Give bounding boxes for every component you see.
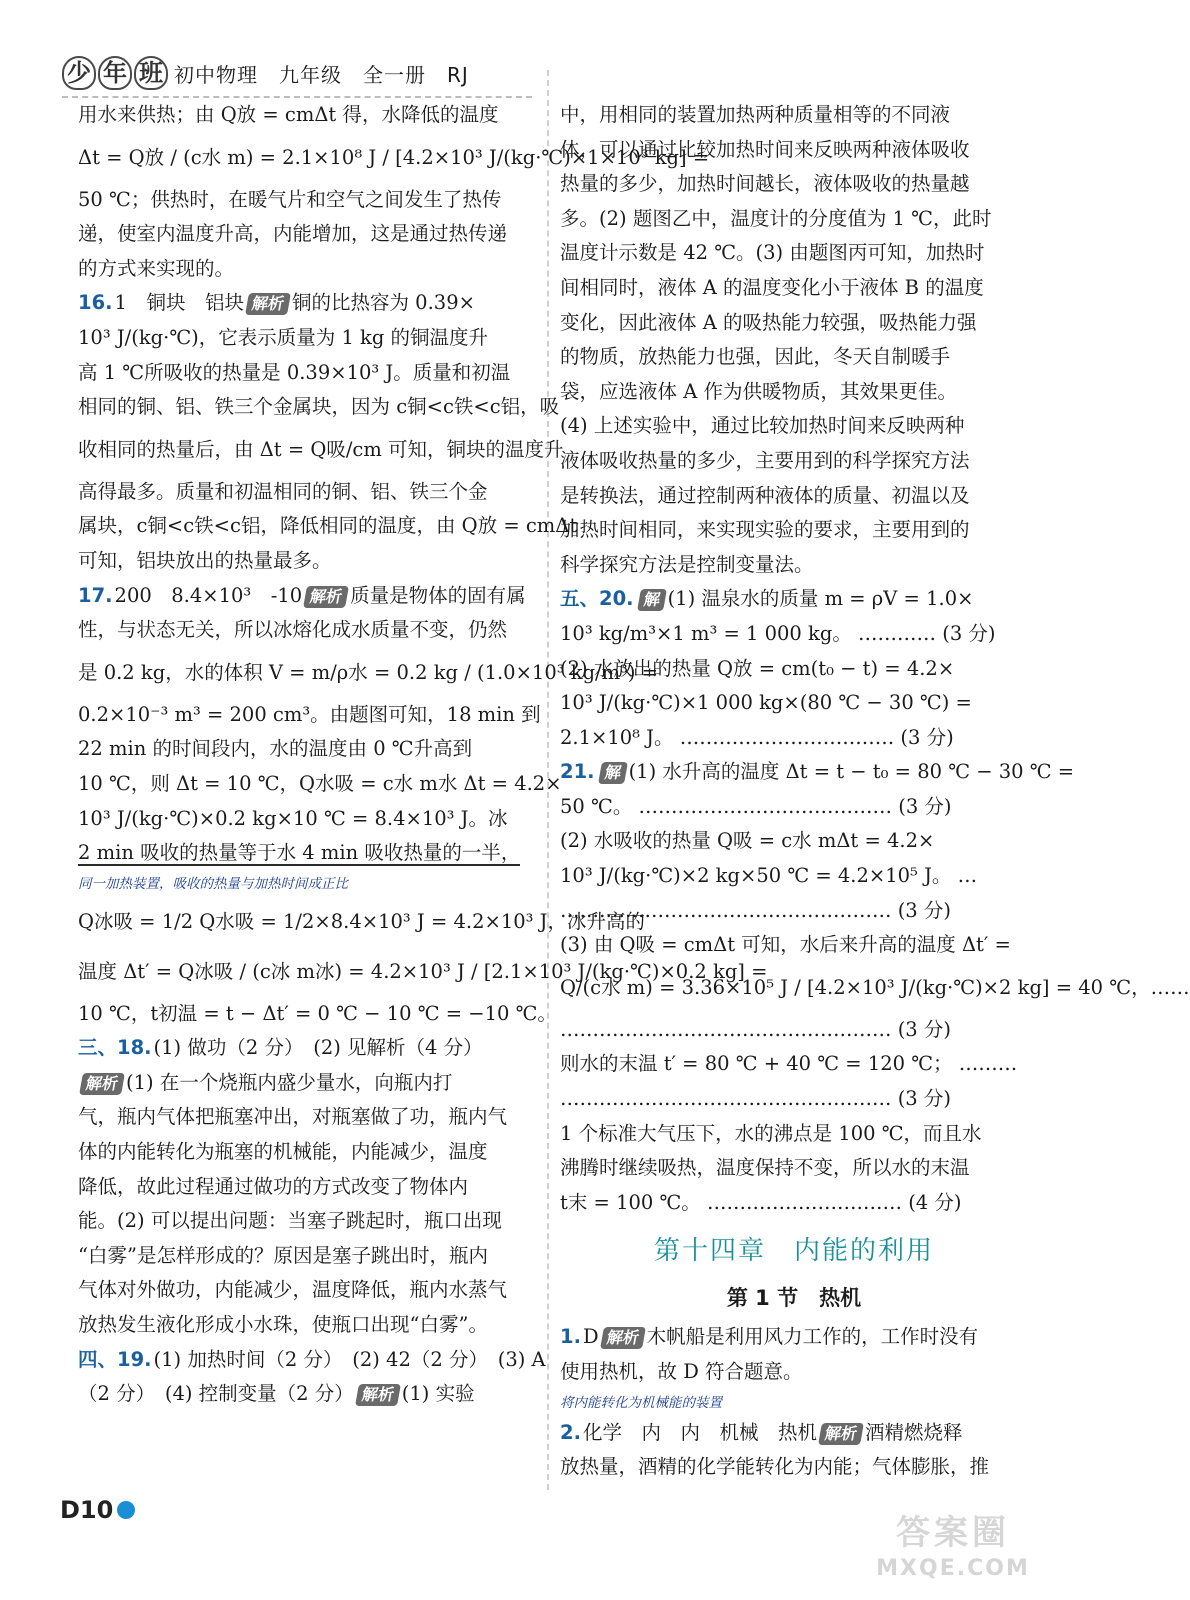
answer-line <box>78 1377 534 1412</box>
right-column <box>560 98 1190 1485</box>
line-text: 递，使室内温度升高，内能增加，这是通过热传递 <box>78 222 508 246</box>
line-text: 2.1×10⁸ J。 …………………………… (3 分) <box>560 725 954 749</box>
line-text: 0.2×10⁻³ m³ = 200 cm³。由题图可知，18 min 到 <box>78 702 541 726</box>
answer-line <box>78 947 768 997</box>
line-text: 1 铜块 铝块 <box>114 291 244 315</box>
line-text: 化学 内 内 机械 热机 <box>582 1420 817 1444</box>
question-line <box>78 579 534 614</box>
watermark-url: MXQE.COM <box>876 1556 1030 1581</box>
answer-line <box>78 1239 534 1274</box>
question-number: 16. <box>78 291 113 315</box>
line-text: 放热量，酒精的化学能转化为内能；气体膨胀，推 <box>560 1455 990 1479</box>
line-text: 铜的比热容为 0.39× <box>291 291 475 315</box>
watermark-logo-text: 答案圈 <box>896 1513 1010 1553</box>
answer-line <box>78 217 534 252</box>
line-text: 是转换法，通过控制两种液体的质量、初温以及 <box>560 483 970 507</box>
handwritten-note: 将内能转化为机械能的装置 <box>560 1394 722 1411</box>
answer-line <box>560 721 1028 756</box>
question-line <box>560 1320 1028 1355</box>
answer-line <box>560 790 1028 825</box>
line-text: 温度 Δt′ = Q冰吸 / (c冰 m冰) = 4.2×10³ J / [2.1×10³ J/(kg·℃)×0.2 kg] = <box>78 959 768 983</box>
question-line <box>560 582 1028 617</box>
answer-line <box>560 1047 1028 1082</box>
answer-line <box>560 1013 1028 1048</box>
question-number: 17. <box>78 583 113 607</box>
line-text: 的方式来实现的。 <box>78 256 235 280</box>
line-text: 酒精燃烧释 <box>865 1420 963 1444</box>
question-line <box>560 1416 1028 1451</box>
line-text: “白雾”是怎样形成的？原因是塞子跳出时，瓶内 <box>78 1243 488 1267</box>
analysis-tag: 解析 <box>600 1327 646 1349</box>
line-text: 间相同时，液体 A 的温度变化小于液体 B 的温度 <box>560 275 984 299</box>
line-text: 科学探究方法是控制变量法。 <box>560 552 814 576</box>
answer-line <box>560 894 1028 929</box>
line-text: 相同的铜、铝、铁三个金属块，因为 c铜<c铁<c铝，吸 <box>78 395 560 419</box>
question-line <box>560 755 1075 790</box>
brand-char: 班 <box>134 56 168 90</box>
answer-line <box>78 698 541 733</box>
line-text: Q冰吸 = 1/2 Q水吸 = 1/2×8.4×10³ J = 4.2×10³ J，冰升高的 <box>78 909 645 933</box>
page-header <box>62 50 469 96</box>
line-text: 袋，应选液体 A 作为供暖物质，其效果更佳。 <box>560 379 957 403</box>
line-text: 10³ J/(kg·℃)，它表示质量为 1 kg 的铜温度升 <box>78 325 489 349</box>
answer-line <box>78 1170 534 1205</box>
question-line <box>78 1343 546 1378</box>
line-text: Q/(c水 m) = 3.36×10⁵ J / [4.2×10³ J/(kg·℃)×2 kg] = 40 ℃，…… <box>560 975 1190 999</box>
line-text: 200 8.4×10³ -10 <box>114 583 303 607</box>
line-text: 是 0.2 kg，水的体积 V = m/ρ水 = 0.2 kg / (1.0×10³ kg/m³) = <box>78 660 659 684</box>
brand-logo <box>62 56 170 90</box>
answer-line <box>78 836 534 871</box>
line-text: 可知，铝块放出的热量最多。 <box>78 548 332 572</box>
answer-line <box>560 963 1190 1013</box>
brand-char: 少 <box>62 56 96 90</box>
answer-line <box>78 897 645 947</box>
answer-line <box>78 1273 534 1308</box>
answer-line <box>560 1355 1028 1390</box>
answer-line <box>560 306 1028 341</box>
answer-line <box>78 767 562 802</box>
answer-line <box>560 479 1028 514</box>
line-text: …………………………………………… (3 分) <box>560 898 952 922</box>
question-number: 2. <box>560 1420 581 1444</box>
answer-line <box>78 1308 534 1343</box>
line-text: (1) 做功（2 分） (2) 见解析（4 分） <box>153 1036 483 1060</box>
line-text: 变化，因此液体 A 的吸热能力较强，吸热能力强 <box>560 310 977 334</box>
answer-line <box>560 1186 1028 1221</box>
answer-line <box>560 686 1028 721</box>
line-text: 50 ℃。 ………………………………… (3 分) <box>560 794 952 818</box>
answer-line <box>560 444 1028 479</box>
answer-line <box>78 1100 534 1135</box>
page-dot-icon <box>117 1501 135 1519</box>
line-text: 性，与状态无关，所以冰熔化成水质量不变，仍然 <box>78 618 508 642</box>
answer-line <box>78 475 534 510</box>
question-number: 1. <box>560 1325 581 1349</box>
line-text: 中，用相同的装置加热两种质量相等的不同液 <box>560 103 951 126</box>
line-text: (1) 实验 <box>401 1382 475 1406</box>
line-text: …………………………………………… (3 分) <box>560 1017 952 1041</box>
line-text: 10³ kg/m³×1 m³ = 1 000 kg。 ………… (3 分) <box>560 621 996 645</box>
line-text: (1) 水升高的温度 Δt = t − t₀ = 80 ℃ − 30 ℃ = <box>628 760 1075 784</box>
section-title: 第 1 节 热机 <box>726 1286 862 1311</box>
line-text: 用水来供热；由 Q放 = cmΔt 得，水降低的温度 <box>78 103 499 126</box>
question-line <box>78 1031 534 1066</box>
line-text: 则水的末温 t′ = 80 ℃ + 40 ℃ = 120 ℃； ……… <box>560 1052 1018 1076</box>
brand-char: 年 <box>98 56 132 90</box>
answer-line <box>78 183 534 218</box>
answer-line <box>560 340 1028 375</box>
answer-line <box>560 375 1028 410</box>
line-text: 多。(2) 题图乙中，温度计的分度值为 1 ℃，此时 <box>560 206 992 230</box>
analysis-tag: 解析 <box>818 1423 864 1445</box>
line-text: 木帆船是利用风力工作的，工作时没有 <box>646 1325 979 1349</box>
line-text: …………………………………………… (3 分) <box>560 1087 952 1111</box>
answer-line <box>78 997 557 1032</box>
line-text: 高 1 ℃所吸收的热量是 0.39×10³ J。质量和初温 <box>78 360 511 384</box>
answer-line <box>78 390 560 425</box>
chapter-title: 第十四章 内能的利用 <box>653 1236 934 1267</box>
line-text: (2) 水放出的热量 Q放 = cm(t₀ − t) = 4.2× <box>560 656 955 680</box>
line-text: 温度计示数是 42 ℃。(3) 由题图丙可知，加热时 <box>560 241 985 265</box>
handwritten-note: 同一加热装置，吸收的热量与加热时间成正比 <box>78 875 348 892</box>
line-text: 气体对外做功，内能减少，温度降低，瓶内水蒸气 <box>78 1278 508 1302</box>
answer-line <box>560 548 1028 583</box>
line-text: 10 ℃，t初温 = t − Δt′ = 0 ℃ − 10 ℃ = −10 ℃。 <box>78 1001 557 1025</box>
answer-line <box>78 425 564 475</box>
question-number: 21. <box>560 760 595 784</box>
answer-line <box>560 271 1028 306</box>
line-text: 2 min 吸收的热量等于水 4 min 吸收热量的一半， <box>78 841 521 865</box>
analysis-tag: 解 <box>637 589 667 611</box>
answer-line <box>560 859 1028 894</box>
analysis-tag: 解析 <box>355 1384 401 1406</box>
line-text: (1) 在一个烧瓶内盛少量水，向瓶内打 <box>126 1070 453 1094</box>
answer-line <box>78 321 534 356</box>
answer-line <box>78 1066 534 1101</box>
line-text: D <box>582 1325 599 1349</box>
line-text: (1) 加热时间（2 分） (2) 42（2 分） (3) A <box>153 1347 546 1371</box>
line-text: 10³ J/(kg·℃)×0.2 kg×10 ℃ = 8.4×10³ J。冰 <box>78 806 508 830</box>
line-text: (2) 水吸收的热量 Q吸 = c水 mΔt = 4.2× <box>560 829 935 853</box>
answer-line <box>560 409 1028 444</box>
line-text: 的物质，放热能力也强，因此，冬天自制暖手 <box>560 345 951 369</box>
answer-line <box>78 133 710 183</box>
question-number: 五、20. <box>560 587 634 611</box>
answer-line <box>560 236 1028 271</box>
line-text: 收相同的热量后，由 Δt = Q吸/cm 可知，铜块的温度升 <box>78 437 564 461</box>
answer-line <box>78 613 534 648</box>
answer-line <box>560 133 1028 168</box>
analysis-tag: 解析 <box>245 293 291 315</box>
answer-line <box>78 98 534 133</box>
page-number: D10 <box>60 1496 114 1524</box>
line-text: 使用热机，故 D 符合题意。 <box>560 1360 803 1383</box>
line-text: 放热发生液化形成小水珠，使瓶口出现“白雾”。 <box>78 1313 488 1337</box>
page-footer <box>60 1496 135 1524</box>
line-text: 1 个标准大气压下，水的沸点是 100 ℃，而且水 <box>560 1121 982 1145</box>
line-text: 高得最多。质量和初温相同的铜、铝、铁三个金 <box>78 479 488 503</box>
answer-line <box>78 509 578 544</box>
answer-line <box>78 732 534 767</box>
answer-line <box>78 1135 534 1170</box>
answer-line <box>560 617 1028 652</box>
answer-line <box>78 356 534 391</box>
line-text: 体的内能转化为瓶塞的机械能，内能减少，温度 <box>78 1140 488 1164</box>
watermark <box>858 1510 1048 1590</box>
analysis-tag: 解析 <box>303 586 349 608</box>
line-text: (4) 上述实验中，通过比较加热时间来反映两种 <box>560 414 965 438</box>
line-text: Δt = Q放 / (c水 m) = 2.1×10⁸ J / [4.2×10³ J/(kg·℃)×1×10³ kg] = <box>78 145 710 169</box>
answer-line <box>78 1204 534 1239</box>
book-subject: 初中物理 九年级 全一册 RJ <box>174 62 469 87</box>
line-text: 热量的多少，加热时间越长，液体吸收的热量越 <box>560 172 970 196</box>
answer-line <box>560 928 1028 963</box>
line-text: 体，可以通过比较加热时间来反映两种液体吸收 <box>560 137 970 161</box>
question-number: 三、18. <box>78 1036 152 1060</box>
line-text: 液体吸收热量的多少，主要用到的科学探究方法 <box>560 448 970 472</box>
line-text: t末 = 100 ℃。 ………………………… (4 分) <box>560 1190 962 1214</box>
line-text: 质量是物体的固有属 <box>350 583 526 607</box>
line-text: 属块，c铜<c铁<c铝，降低相同的温度，由 Q放 = cmΔt <box>78 514 578 538</box>
answer-line <box>560 1151 1028 1186</box>
line-text: (3) 由 Q吸 = cmΔt 可知，水后来升高的温度 Δt′ = <box>560 933 1011 957</box>
line-text: 加热时间相同，来实现实验的要求，主要用到的 <box>560 518 970 542</box>
answer-line <box>78 802 534 837</box>
answer-line <box>78 648 659 698</box>
line-text: 气，瓶内气体把瓶塞冲出，对瓶塞做了功，瓶内气 <box>78 1105 508 1129</box>
answer-line <box>560 167 1028 202</box>
line-text: 50 ℃；供热时，在暖气片和空气之间发生了热传 <box>78 187 502 211</box>
line-text: (1) 温泉水的质量 m = ρV = 1.0× <box>667 587 974 611</box>
question-line <box>78 286 534 321</box>
line-text: 能。(2) 可以提出问题：当塞子跳起时，瓶口出现 <box>78 1209 502 1233</box>
analysis-tag: 解 <box>598 762 628 784</box>
line-text: 降低，故此过程通过做功的方式改变了物体内 <box>78 1174 469 1198</box>
line-text: 10³ J/(kg·℃)×1 000 kg×(80 ℃ − 30 ℃) = <box>560 691 972 715</box>
right-answers <box>560 98 1190 1220</box>
right-answers-continued <box>560 1320 1028 1484</box>
answer-line <box>560 1117 1028 1152</box>
line-text: 沸腾时继续吸热，温度保持不变，所以水的末温 <box>560 1156 970 1180</box>
answer-line <box>560 652 1028 687</box>
analysis-tag: 解析 <box>79 1073 125 1095</box>
answer-line <box>560 98 1028 133</box>
answer-line <box>560 513 1028 548</box>
answer-line <box>560 202 1028 237</box>
answer-line <box>560 1450 1028 1485</box>
line-text: 22 min 的时间段内，水的温度由 0 ℃升高到 <box>78 737 473 761</box>
line-text: 10 ℃，则 Δt = 10 ℃，Q水吸 = c水 m水 Δt = 4.2× <box>78 771 562 795</box>
question-number: 四、19. <box>78 1347 152 1371</box>
line-text: 10³ J/(kg·℃)×2 kg×50 ℃ = 4.2×10⁵ J。 … <box>560 864 978 888</box>
line-text: （2 分） (4) 控制变量（2 分） <box>78 1382 354 1406</box>
answer-line <box>78 544 534 579</box>
answer-line <box>560 1082 1028 1117</box>
answer-line <box>560 824 1028 859</box>
answer-line <box>78 252 534 287</box>
